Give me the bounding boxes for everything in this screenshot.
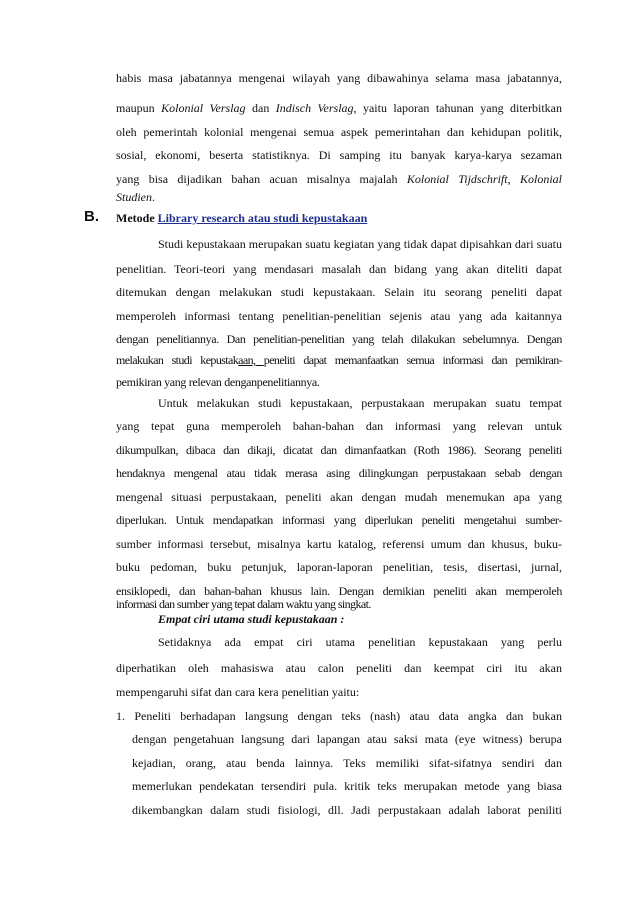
intro-line-5: yang bisa dijadikan bahan acuan misalnya majalah Kolonial Tijdschrift, Kolonial [116, 172, 562, 186]
para3-line-3: mempengaruhi sifat dan cara kera penelitian yaitu: [116, 685, 360, 699]
intro-line-4: sosial, ekonomi, beserta statistiknya. Di samping itu banyak karya-karya sezaman [116, 148, 562, 162]
para2-line-7: sumber informasi tersebut, misalnya kartu katalog, referensi umum dan khusus, buku- [116, 537, 562, 551]
list-item-1-line-5: dikembangkan dalam studi fisiologi, dll. Jadi perpustakaan adalah laborat peniliti [132, 803, 562, 817]
para2-line-5: mengenal situasi perpustakaan, peneliti akan dengan mudah menemukan apa yang [116, 490, 562, 504]
para1-line-3: ditemukan dengan melakukan studi kepustakaan. Selain itu seorang peneliti dapat [116, 285, 562, 299]
para3-line-1: Setidaknya ada empat ciri utama penelitian kepustakaan yang perlu [158, 635, 562, 649]
para2-line-4: hendaknya mengenal atau tidak merasa asing dilingkungan perpustakaan sebab dengan [116, 466, 562, 480]
para2-line-2: yang tepat guna memperoleh bahan-bahan dan informasi yang relevan untuk [116, 419, 562, 433]
para2-line-3: dikumpulkan, dibaca dan dikaji, dicatat dan dimanfaatkan (Roth 1986). Seorang peneliti [116, 443, 562, 457]
list-item-1-line-4: memerlukan pendekatan tersendiri pula. kritik teks merupakan metode yang biasa [132, 779, 562, 793]
para2-line-6: diperlukan. Untuk mendapatkan informasi yang diperlukan peneliti mengetahui sumber- [116, 513, 562, 527]
list-item-1-line-3: kejadian, orang, atau benda lainnya. Teks memiliki sifat-sifatnya sendiri dan [132, 756, 562, 770]
para3-line-2: diperhatikan oleh mahasiswa atau calon peneliti dan keempat ciri itu akan [116, 661, 562, 675]
para1-line-1: Studi kepustakaan merupakan suatu kegiatan yang tidak dapat dipisahkan dari suatu [158, 237, 562, 251]
list-item-1-line-2: dengan pengetahuan langsung dari lapangan atau saksi mata (eye witness) berupa [132, 732, 562, 746]
list-item-1-line-1: 1. Peneliti berhadapan langsung dengan teks (nash) atau data angka dan bukan [116, 709, 562, 723]
para2-line-10: informasi dan sumber yang tepat dalam waktu yang singkat. [116, 597, 371, 611]
intro-line-6: Studien. [116, 190, 155, 204]
para1-line-2: penelitian. Teori-teori yang mendasari masalah dan bidang yang akan diteliti dapat [116, 262, 562, 276]
section-marker: B. [84, 208, 99, 225]
section-title: Metode Library research atau studi kepustakaan [116, 211, 368, 225]
intro-line-1: habis masa jabatannya mengenai wilayah yang dibawahinya selama masa jabatannya, [116, 71, 562, 85]
para1-line-4: memperoleh informasi tentang penelitian-penelitian sejenis atau yang ada kaitannya [116, 309, 562, 323]
para1-line-7: pemikiran yang relevan denganpenelitiannya. [116, 375, 320, 389]
para2-line-9: ensiklopedi, dan bahan-bahan khusus lain. Dengan demikian peneliti akan memperoleh [116, 584, 562, 598]
intro-line-3: oleh pemerintah kolonial mengenai semua aspek pemerintahan dan kehidupan politik, [116, 125, 562, 139]
section-title-link[interactable]: Library research atau studi kepustakaan [157, 211, 368, 225]
para2-line-1: Untuk melakukan studi kepustakaan, perpustakaan merupakan suatu tempat [158, 396, 562, 410]
para1-line-5: dengan penelitiannya. Dan penelitian-penelitian yang telah dilakukan sebelumnya. Dengan [116, 332, 562, 346]
para2-line-8: buku pedoman, buku petunjuk, laporan-laporan penelitian, tesis, disertasi, jurnal, [116, 560, 562, 574]
intro-line-2: maupun Kolonial Verslag dan Indisch Verslag, yaitu laporan tahunan yang diterbitkan [116, 101, 562, 115]
subheading: Empat ciri utama studi kepustakaan : [158, 612, 345, 626]
para1-line-6: melakukan studi kepustakaan, peneliti dapat memanfaatkan semua informasi dan pemikiran- [116, 353, 562, 367]
